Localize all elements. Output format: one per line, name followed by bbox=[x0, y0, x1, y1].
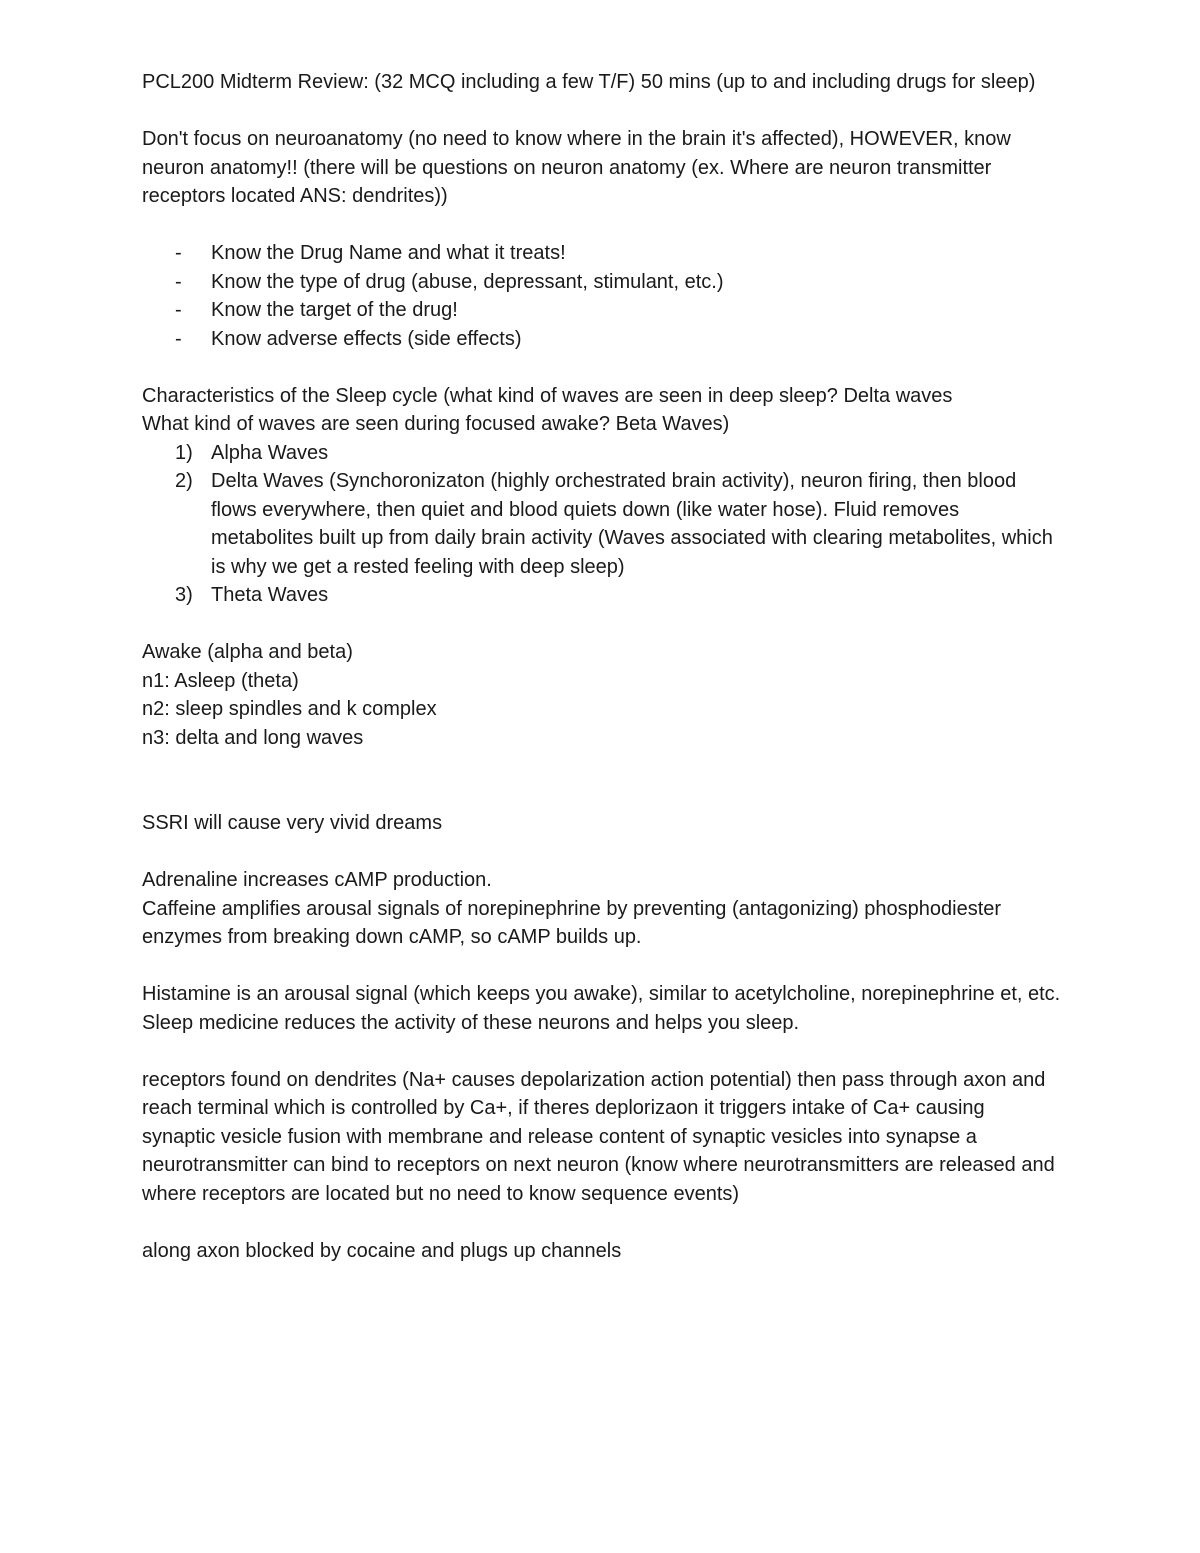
stage-line: n1: Asleep (theta) bbox=[142, 669, 299, 692]
dash-bullet: - bbox=[175, 299, 182, 321]
document-page bbox=[142, 68, 1062, 1265]
list-item bbox=[142, 296, 1062, 325]
list-item bbox=[142, 325, 1062, 354]
spacer bbox=[142, 353, 1062, 382]
list-item-text: Alpha Waves bbox=[211, 441, 329, 464]
dash-bullet: - bbox=[175, 270, 182, 293]
list-item-text: Know the target of the drug! bbox=[211, 299, 458, 321]
know-list bbox=[142, 239, 1062, 353]
axon-paragraph: along axon blocked by cocaine and plugs up channels bbox=[142, 1239, 622, 1262]
list-item-text: Delta Waves (Synchoronizaton (highly orchestrated brain activity), neuron firing, then blood flows everywhere, then quiet and blood quiets down (like water hose). Fluid removes metabolites built up from daily brain activity (Waves associated with clearing metabolites, which is why we get a rested feeling with deep sleep) bbox=[211, 470, 1053, 578]
list-item bbox=[142, 268, 1062, 297]
spacer bbox=[142, 838, 1062, 867]
stage-line: Awake (alpha and beta) bbox=[142, 641, 353, 663]
sleep-cycle-line-1: Characteristics of the Sleep cycle (what kind of waves are seen in deep sleep? Delta waves bbox=[142, 384, 953, 407]
list-item bbox=[142, 239, 1062, 268]
stage-line: n2: sleep spindles and k complex bbox=[142, 698, 437, 720]
adrenaline-paragraph: Adrenaline increases cAMP production. bbox=[142, 869, 492, 891]
page-title: PCL200 Midterm Review: (32 MCQ including a few T/F) 50 mins (up to and including drugs for sleep) bbox=[142, 71, 1036, 93]
spacer bbox=[142, 211, 1062, 240]
caffeine-paragraph: Caffeine amplifies arousal signals of norepinephrine by preventing (antagonizing) phosphodiester enzymes from breaking down cAMP, so cAMP builds up. bbox=[142, 897, 1002, 948]
spacer bbox=[142, 610, 1062, 639]
dash-bullet: - bbox=[175, 327, 182, 350]
list-item bbox=[142, 581, 1062, 610]
receptors-paragraph: receptors found on dendrites (Na+ causes depolarization action potential) then pass through axon and reach terminal which is controlled by Ca+, if theres deplorizaon it triggers intake of Ca+ causing synaptic vesicle fusion with membrane and release content of synaptic vesicles into synapse a neurotransmitter can bind to receptors on next neuron (know where neurotransmitters are released and where receptors are located but no need to know sequence events) bbox=[142, 1068, 1055, 1205]
sleep-cycle-line-2: What kind of waves are seen during focused awake? Beta Waves) bbox=[142, 413, 730, 435]
spacer bbox=[142, 1208, 1062, 1237]
list-item bbox=[142, 439, 1062, 468]
list-number: 3) bbox=[175, 584, 193, 606]
spacer bbox=[142, 1037, 1062, 1066]
ssri-paragraph: SSRI will cause very vivid dreams bbox=[142, 812, 443, 834]
stage-line: n3: delta and long waves bbox=[142, 726, 364, 749]
histamine-paragraph: Histamine is an arousal signal (which keeps you awake), similar to acetylcholine, norepinephrine et, etc. Sleep medicine reduces the activity of these neurons and helps you sleep. bbox=[142, 983, 1061, 1034]
list-item-text: Theta Waves bbox=[211, 584, 329, 606]
spacer bbox=[142, 952, 1062, 981]
spacer bbox=[142, 752, 1062, 781]
spacer bbox=[142, 781, 1062, 810]
list-item-text: Know adverse effects (side effects) bbox=[211, 327, 522, 350]
waves-list bbox=[142, 439, 1062, 610]
intro-paragraph: Don't focus on neuroanatomy (no need to know where in the brain it's affected), HOWEVER, know neuron anatomy!! (there will be questions on neuron anatomy (ex. Where are neuron transmitter receptors located ANS: dendrites)) bbox=[142, 128, 1011, 207]
list-number: 2) bbox=[175, 470, 193, 492]
list-item-text: Know the Drug Name and what it treats! bbox=[211, 242, 566, 264]
list-number: 1) bbox=[175, 441, 193, 464]
dash-bullet: - bbox=[175, 242, 182, 264]
list-item-text: Know the type of drug (abuse, depressant, stimulant, etc.) bbox=[211, 270, 724, 293]
list-item bbox=[142, 467, 1062, 581]
spacer bbox=[142, 97, 1062, 126]
